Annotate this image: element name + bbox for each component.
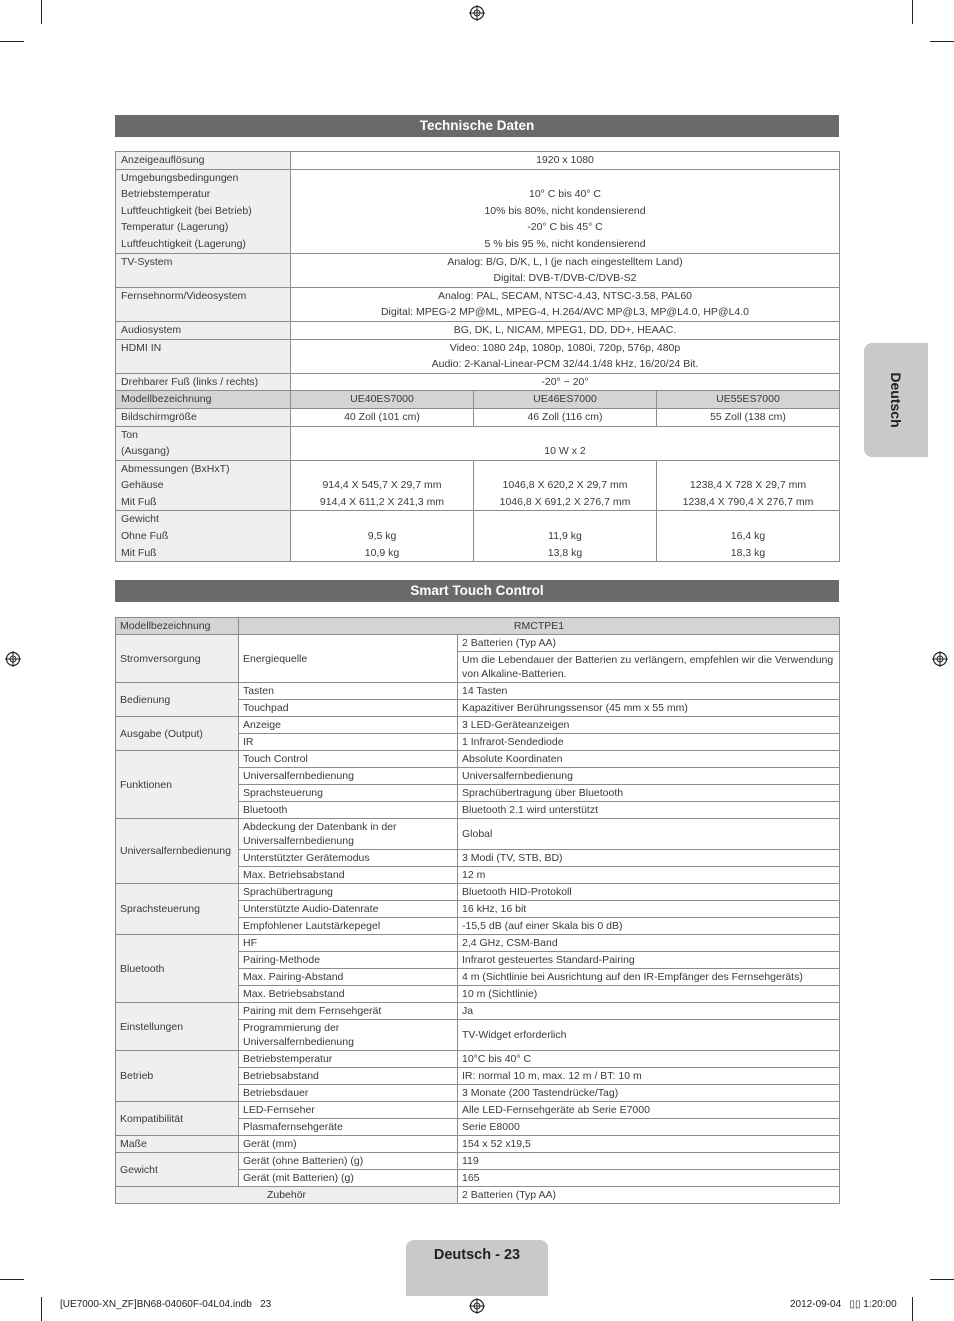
tech-spec-table xyxy=(115,151,840,562)
table-row xyxy=(116,253,840,287)
feature-value: 1 Infrarot-Sendediode xyxy=(458,734,840,751)
feature-label: Abdeckung der Datenbank in der Universalfernbedienung xyxy=(239,819,458,850)
group-label: Maße xyxy=(116,1136,239,1153)
stc-spec-table xyxy=(115,617,840,1204)
table-row xyxy=(116,1187,840,1204)
feature-value: 4 m (Sichtlinie bei Ausrichtung auf den IR-Empfänger des Fernsehgeräts) xyxy=(458,969,840,986)
table-row xyxy=(116,618,840,635)
table-row xyxy=(116,408,840,426)
table-row xyxy=(116,321,840,339)
value-line: 5 % bis 95 %, nicht kondensierend xyxy=(484,237,646,250)
label-line: Gewicht xyxy=(121,513,159,526)
feature-value: Kapazitiver Berührungssensor (45 mm x 55 mm) xyxy=(458,700,840,717)
feature-value: 16 kHz, 16 bit xyxy=(458,901,840,918)
feature-value: Global xyxy=(458,819,840,850)
row-value: 1920 x 1080 xyxy=(291,152,840,170)
feature-value: 14 Tasten xyxy=(458,683,840,700)
feature-value: 154 x 52 x19,5 xyxy=(458,1136,840,1153)
feature-value: Infrarot gesteuertes Standard-Pairing xyxy=(458,952,840,969)
label-line: (Ausgang) xyxy=(121,445,170,458)
feature-label: Bluetooth xyxy=(239,802,458,819)
feature-label: Unterstützte Audio-Datenrate xyxy=(239,901,458,918)
label-line: Temperatur (Lagerung) xyxy=(121,221,229,234)
row-value xyxy=(291,253,840,287)
file-info: [UE7000-XN_ZF]BN68-04060F-04L04.indb 23 xyxy=(60,1299,272,1310)
table-row xyxy=(116,884,840,901)
feature-value: 2 Batterien (Typ AA) xyxy=(458,635,840,652)
feature-label: Sprachübertragung xyxy=(239,884,458,901)
value-line: 914,4 X 545,7 X 29,7 mm xyxy=(322,479,442,492)
table-row xyxy=(116,1003,840,1020)
group-label: Gewicht xyxy=(116,1153,239,1187)
crop-mark xyxy=(0,41,24,42)
table-row xyxy=(116,391,840,409)
value-line: Analog: B/G, D/K, L, I (je nach eingestelltem Land) xyxy=(447,255,683,268)
feature-label: Energiequelle xyxy=(239,635,458,683)
feature-label: Unterstützter Gerätemodus xyxy=(239,850,458,867)
table-row xyxy=(116,683,840,700)
registration-mark-icon xyxy=(5,651,21,667)
row-value xyxy=(291,287,840,321)
feature-value: Bluetooth 2.1 wird unterstützt xyxy=(458,802,840,819)
print-date: 2012-09-04 ▯▯ 1:20:00 xyxy=(790,1299,897,1310)
table-row xyxy=(116,373,840,391)
feature-value: Alle LED-Fernsehgeräte ab Serie E7000 xyxy=(458,1102,840,1119)
registration-mark-icon xyxy=(469,1298,485,1314)
value-line: Analog: PAL, SECAM, NTSC-4.43, NTSC-3.58, PAL60 xyxy=(437,289,693,302)
feature-value: 10°C bis 40° C xyxy=(458,1051,840,1068)
table-row xyxy=(116,717,840,734)
feature-value: Sprachübertragung über Bluetooth xyxy=(458,785,840,802)
value-line: Video: 1080 24p, 1080p, 1080i, 720p, 576p, 480p xyxy=(449,341,681,354)
value-line: Digital: DVB-T/DVB-C/DVB-S2 xyxy=(493,272,637,285)
row-value: 46 Zoll (116 cm) xyxy=(474,408,657,426)
row-value xyxy=(474,511,657,562)
page-number: Deutsch - 23 xyxy=(433,1247,521,1263)
feature-label: Betriebsdauer xyxy=(239,1085,458,1102)
feature-label: Betriebstemperatur xyxy=(239,1051,458,1068)
feature-label: Gerät (mit Batterien) (g) xyxy=(239,1170,458,1187)
row-label xyxy=(116,511,291,562)
value-line: -20° C bis 45° C xyxy=(527,221,603,234)
row-value: -20° ~ 20° xyxy=(291,373,840,391)
row-value xyxy=(657,460,840,511)
group-label: Ausgabe (Output) xyxy=(116,717,239,751)
row-value: BG, DK, L, NICAM, MPEG1, DD, DD+, HEAAC. xyxy=(291,321,840,339)
feature-label: Pairing-Methode xyxy=(239,952,458,969)
table-row xyxy=(116,511,840,562)
label-line: Gehäuse xyxy=(121,479,164,492)
feature-value: 10 m (Sichtlinie) xyxy=(458,986,840,1003)
model-cell: UE46ES7000 xyxy=(474,391,657,409)
feature-label: Max. Betriebsabstand xyxy=(239,986,458,1003)
table-row xyxy=(116,819,840,850)
page-number-box xyxy=(406,1240,548,1296)
table-row xyxy=(116,1136,840,1153)
value-line: Audio: 2-Kanal-Linear-PCM 32/44.1/48 kHz, 16/20/24 Bit. xyxy=(431,358,699,371)
accessory-value: 2 Batterien (Typ AA) xyxy=(458,1187,840,1204)
row-value xyxy=(291,511,474,562)
table-row xyxy=(116,287,840,321)
table-row xyxy=(116,635,840,652)
table-row xyxy=(116,339,840,373)
feature-value: TV-Widget erforderlich xyxy=(458,1020,840,1051)
group-label: Sprachsteuerung xyxy=(116,884,239,935)
crop-mark xyxy=(41,1297,42,1321)
feature-value: 165 xyxy=(458,1170,840,1187)
crop-mark xyxy=(912,1297,913,1321)
group-label: Bedienung xyxy=(116,683,239,717)
feature-label: Programmierung der Universalfernbedienung xyxy=(239,1020,458,1051)
row-value xyxy=(474,460,657,511)
table-row xyxy=(116,169,840,253)
label-line: Luftfeuchtigkeit (Lagerung) xyxy=(121,237,246,250)
crop-mark xyxy=(912,0,913,24)
label-line: Ohne Fuß xyxy=(121,530,169,543)
value-line: 1238,4 X 790,4 X 276,7 mm xyxy=(682,495,814,508)
feature-value: Universalfernbedienung xyxy=(458,768,840,785)
table-row xyxy=(116,1102,840,1119)
feature-label: Max. Betriebsabstand xyxy=(239,867,458,884)
table-row xyxy=(116,1153,840,1170)
value-line: 1046,8 X 620,2 X 29,7 mm xyxy=(502,479,628,492)
feature-label: Betriebsabstand xyxy=(239,1068,458,1085)
value-line: 18,3 kg xyxy=(730,546,766,559)
feature-label: Touch Control xyxy=(239,751,458,768)
model-cell: UE55ES7000 xyxy=(657,391,840,409)
row-label: TV-System xyxy=(116,253,291,287)
value-line: 10,9 kg xyxy=(364,546,400,559)
row-value xyxy=(291,339,840,373)
row-label xyxy=(116,169,291,253)
table-row xyxy=(116,426,840,460)
row-label: Modellbezeichnung xyxy=(116,391,291,409)
tech-section-title: Technische Daten xyxy=(115,115,839,137)
value-line: 1046,8 X 691,2 X 276,7 mm xyxy=(499,495,631,508)
row-label: Fernsehnorm/Videosystem xyxy=(116,287,291,321)
row-value: RMCTPE1 xyxy=(239,618,840,635)
feature-label: Tasten xyxy=(239,683,458,700)
row-label: Anzeigeauflösung xyxy=(116,152,291,170)
label-line: Umgebungsbedingungen xyxy=(121,171,239,184)
value-line: 16,4 kg xyxy=(730,530,766,543)
feature-value: 2,4 GHz, CSM-Band xyxy=(458,935,840,952)
feature-value: Absolute Koordinaten xyxy=(458,751,840,768)
registration-mark-icon xyxy=(469,5,485,21)
feature-label: HF xyxy=(239,935,458,952)
feature-value: Ja xyxy=(458,1003,840,1020)
feature-label: Touchpad xyxy=(239,700,458,717)
table-row xyxy=(116,460,840,511)
value-line: 1238,4 X 728 X 29,7 mm xyxy=(689,479,807,492)
row-label: Drehbarer Fuß (links / rechts) xyxy=(116,373,291,391)
feature-label: LED-Fernseher xyxy=(239,1102,458,1119)
feature-label: Plasmafernsehgeräte xyxy=(239,1119,458,1136)
row-label: Audiosystem xyxy=(116,321,291,339)
feature-label: Empfohlener Lautstärkepegel xyxy=(239,918,458,935)
row-label: Bildschirmgröße xyxy=(116,408,291,426)
group-label: Kompatibilität xyxy=(116,1102,239,1136)
feature-label: Universalfernbedienung xyxy=(239,768,458,785)
label-line: Abmessungen (BxHxT) xyxy=(121,462,230,475)
group-label: Stromversorgung xyxy=(116,635,239,683)
row-label xyxy=(116,426,291,460)
row-value: 40 Zoll (101 cm) xyxy=(291,408,474,426)
language-side-tab-label: Deutsch xyxy=(888,372,904,428)
feature-value: 119 xyxy=(458,1153,840,1170)
accessory-label: Zubehör xyxy=(116,1187,458,1204)
value-line: 10° C bis 40° C xyxy=(528,188,601,201)
feature-value: Um die Lebendauer der Batterien zu verlängern, empfehlen wir die Verwendung von Alkaline-Batterien. xyxy=(458,652,840,683)
group-label: Einstellungen xyxy=(116,1003,239,1051)
label-line: Mit Fuß xyxy=(121,546,157,559)
stc-section-title: Smart Touch Control xyxy=(115,580,839,602)
row-label: HDMI IN xyxy=(116,339,291,373)
table-row xyxy=(116,152,840,170)
feature-label: Anzeige xyxy=(239,717,458,734)
row-value: 55 Zoll (138 cm) xyxy=(657,408,840,426)
group-label: Bluetooth xyxy=(116,935,239,1003)
row-value xyxy=(291,169,840,253)
group-label: Funktionen xyxy=(116,751,239,819)
group-label: Betrieb xyxy=(116,1051,239,1102)
model-cell: UE40ES7000 xyxy=(291,391,474,409)
row-value xyxy=(657,511,840,562)
value-line: Digital: MPEG-2 MP@ML, MPEG-4, H.264/AVC MP@L3, MP@L4.0, HP@L4.0 xyxy=(380,306,750,319)
feature-label: Gerät (mm) xyxy=(239,1136,458,1153)
feature-label: Gerät (ohne Batterien) (g) xyxy=(239,1153,458,1170)
group-label: Universalfernbedienung xyxy=(116,819,239,884)
row-value: 10 W x 2 xyxy=(291,426,840,460)
value-line: 914,4 X 611,2 X 241,3 mm xyxy=(319,495,445,508)
feature-value: Serie E8000 xyxy=(458,1119,840,1136)
label-line: Ton xyxy=(121,428,138,441)
feature-value: 3 LED-Geräteanzeigen xyxy=(458,717,840,734)
table-row xyxy=(116,935,840,952)
feature-value: Bluetooth HID-Protokoll xyxy=(458,884,840,901)
row-label xyxy=(116,460,291,511)
feature-value: 3 Monate (200 Tastendrücke/Tag) xyxy=(458,1085,840,1102)
value-line: 9,5 kg xyxy=(367,530,397,543)
label-line: Luftfeuchtigkeit (bei Betrieb) xyxy=(121,204,252,217)
crop-mark xyxy=(0,1279,24,1280)
language-side-tab xyxy=(864,343,928,457)
feature-value: IR: normal 10 m, max. 12 m / BT: 10 m xyxy=(458,1068,840,1085)
label-line: Mit Fuß xyxy=(121,495,157,508)
feature-value: 3 Modi (TV, STB, BD) xyxy=(458,850,840,867)
table-row xyxy=(116,1051,840,1068)
label-line: Betriebstemperatur xyxy=(121,188,211,201)
value-line: 10% bis 80%, nicht kondensierend xyxy=(484,204,646,217)
row-value xyxy=(291,460,474,511)
crop-mark xyxy=(930,1279,954,1280)
feature-value: -15,5 dB (auf einer Skala bis 0 dB) xyxy=(458,918,840,935)
feature-label: IR xyxy=(239,734,458,751)
feature-label: Sprachsteuerung xyxy=(239,785,458,802)
row-label: Modellbezeichnung xyxy=(116,618,239,635)
crop-mark xyxy=(41,0,42,24)
value-line: 11,9 kg xyxy=(548,530,582,543)
feature-label: Max. Pairing-Abstand xyxy=(239,969,458,986)
feature-value: 12 m xyxy=(458,867,840,884)
registration-mark-icon xyxy=(932,651,948,667)
feature-label: Pairing mit dem Fernsehgerät xyxy=(239,1003,458,1020)
value-line: 13,8 kg xyxy=(547,546,583,559)
table-row xyxy=(116,751,840,768)
crop-mark xyxy=(930,41,954,42)
